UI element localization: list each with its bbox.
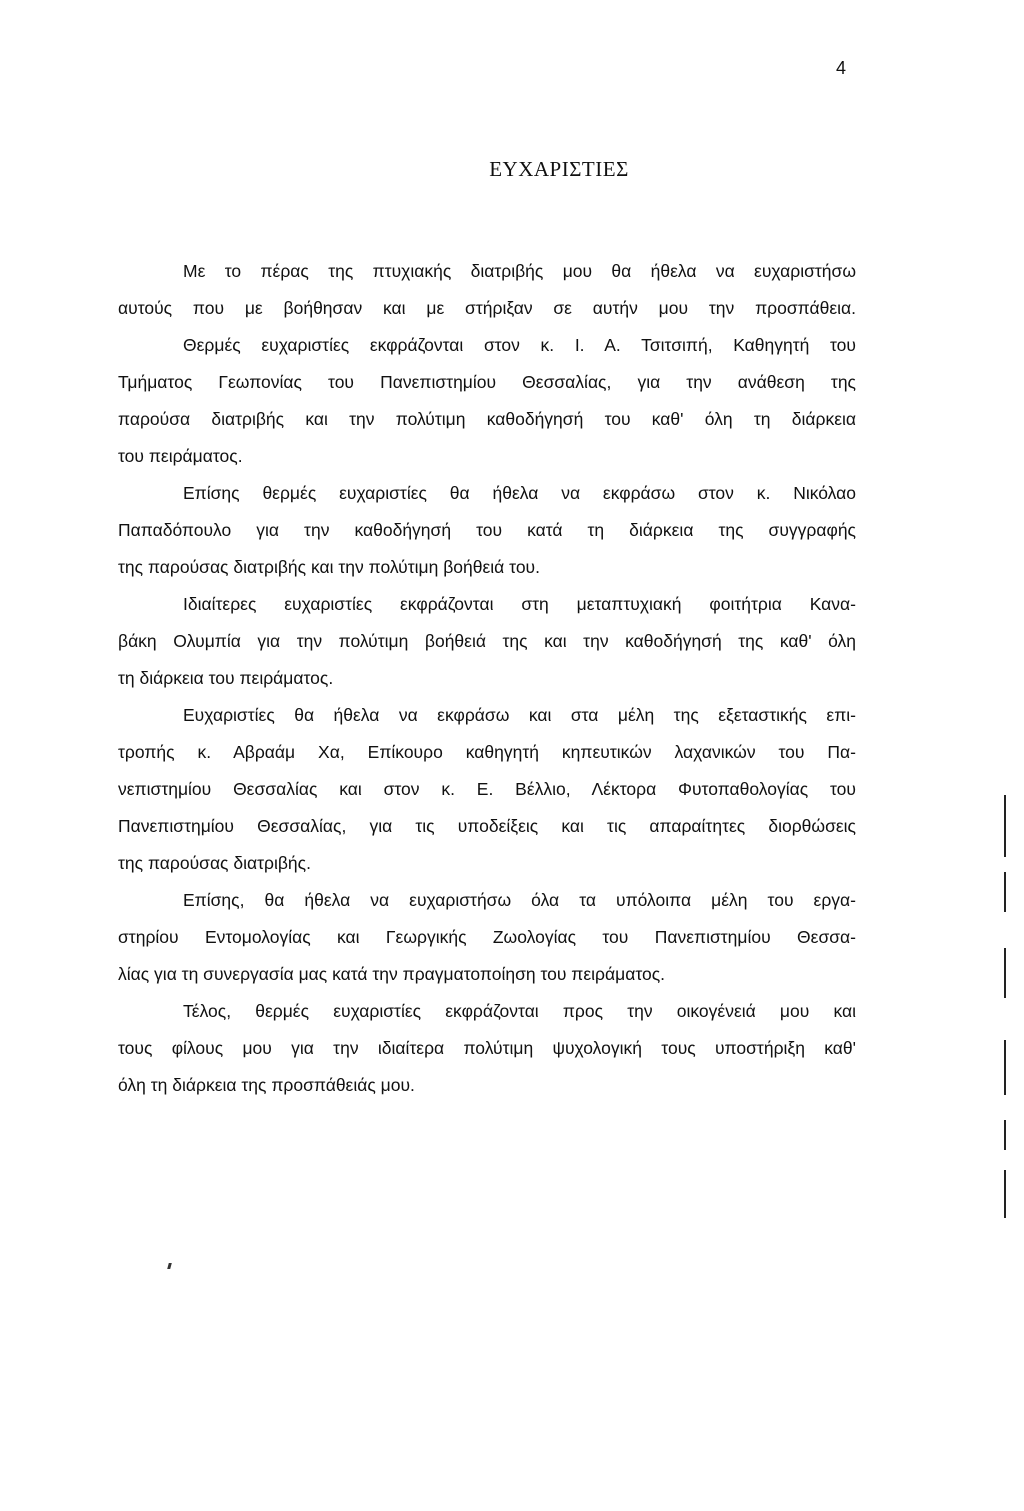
text-line: τροπής κ. Αβραάμ Χα, Επίκουρο καθηγητή κηπευτικών λαχανικών του Πα- — [118, 742, 856, 762]
text-line: Ευχαριστίες θα ήθελα να εκφράσω και στα μέλη της εξεταστικής επι- — [183, 705, 856, 725]
text-line: αυτούς που με βοήθησαν και με στήριξαν σε αυτήν μου την προσπάθεια. — [118, 298, 856, 318]
text-line: λίας για τη συνεργασία μας κατά την πραγματοποίηση του πειράματος. — [118, 964, 666, 984]
text-line: Με το πέρας της πτυχιακής διατριβής μου θα ήθελα να ευχαριστήσω — [183, 261, 856, 281]
text-line: παρούσα διατριβής και την πολύτιμη καθοδήγησή του καθ' όλη τη διάρκεια — [118, 409, 856, 429]
text-line: Παπαδόπουλο για την καθοδήγησή του κατά τη διάρκεια της συγγραφής — [118, 520, 856, 540]
scan-margin-mark — [1004, 795, 1006, 857]
text-line: νεπιστημίου Θεσσαλίας και στον κ. Ε. Βέλλιο, Λέκτορα Φυτοπαθολογίας του — [118, 779, 856, 799]
text-line: Τέλος, θερμές ευχαριστίες εκφράζονται προς την οικογένειά μου και — [183, 1001, 856, 1021]
text-line: τη διάρκεια του πειράματος. — [118, 668, 334, 688]
page-number: 4 — [836, 58, 847, 78]
scan-margin-mark — [1004, 872, 1006, 912]
scan-margin-mark — [1004, 1170, 1006, 1218]
text-line: της παρούσας διατριβής. — [118, 853, 311, 873]
text-line: τους φίλους μου για την ιδιαίτερα πολύτιμη ψυχολογική τους υποστήριξη καθ' — [118, 1038, 856, 1058]
text-line: Ιδιαίτερες ευχαριστίες εκφράζονται στη μεταπτυχιακή φοιτήτρια Κανα- — [183, 594, 856, 614]
text-line: Επίσης θερμές ευχαριστίες θα ήθελα να εκφράσω στον κ. Νικόλαο — [183, 483, 856, 503]
text-line: Θερμές ευχαριστίες εκφράζονται στον κ. Ι. Α. Τσιτσιπή, Καθηγητή του — [183, 335, 856, 355]
text-line: του πειράματος. — [118, 446, 243, 466]
scan-margin-mark — [1004, 948, 1006, 998]
text-line: Επίσης, θα ήθελα να ευχαριστήσω όλα τα υπόλοιπα μέλη του εργα- — [183, 890, 856, 910]
scan-speck — [167, 1263, 172, 1269]
text-line: βάκη Ολυμπία για την πολύτιμη βοήθειά της και την καθοδήγησή της καθ' όλη — [118, 631, 856, 651]
scan-margin-mark — [1004, 1040, 1006, 1095]
text-line: όλη τη διάρκεια της προσπάθειάς μου. — [118, 1075, 415, 1095]
text-line: της παρούσας διατριβής και την πολύτιμη βοήθειά του. — [118, 557, 540, 577]
text-line: Τμήματος Γεωπονίας του Πανεπιστημίου Θεσσαλίας, για την ανάθεση της — [118, 372, 856, 392]
page-title: ΕΥΧΑΡΙΣΤΙΕΣ — [489, 157, 629, 181]
text-line: στηρίου Εντομολογίας και Γεωργικής Ζωολογίας του Πανεπιστημίου Θεσσα- — [118, 927, 856, 947]
scan-margin-mark — [1004, 1120, 1006, 1150]
text-line: Πανεπιστημίου Θεσσαλίας, για τις υποδείξεις και τις απαραίτητες διορθώσεις — [118, 816, 856, 836]
